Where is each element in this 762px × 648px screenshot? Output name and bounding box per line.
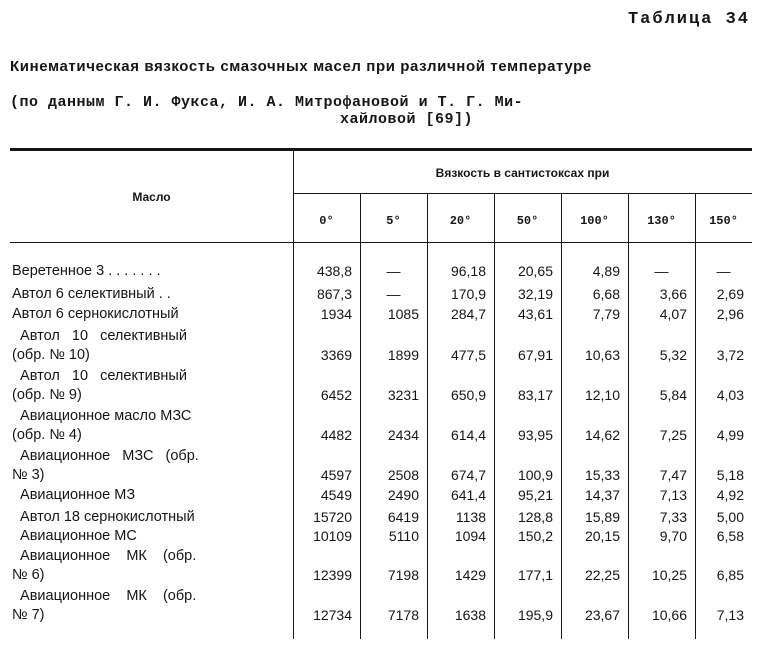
viscosity-value: 2,69: [716, 286, 744, 302]
viscosity-value: 7,33: [659, 509, 687, 525]
temperature-header-6: 150°: [709, 214, 738, 228]
viscosity-value: 170,9: [450, 286, 486, 302]
viscosity-value: 4482: [320, 427, 352, 443]
oil-column-header: Масло: [132, 190, 171, 204]
viscosity-value: 7,25: [659, 427, 687, 443]
oil-name-line: Автол 10 селективный: [12, 328, 187, 344]
viscosity-value: 10,66: [651, 607, 687, 623]
viscosity-value: 4,07: [659, 306, 687, 322]
viscosity-value: 6419: [387, 509, 419, 525]
viscosity-value: 4,03: [716, 387, 744, 403]
viscosity-value: 10,63: [584, 347, 620, 363]
viscosity-value: —: [386, 263, 401, 279]
viscosity-value: 5110: [388, 528, 419, 544]
oil-name: [12, 407, 288, 445]
viscosity-value: 95,21: [517, 487, 553, 503]
oil-name: [12, 587, 288, 625]
viscosity-value: 867,3: [316, 286, 352, 302]
viscosity-value: 284,7: [450, 306, 486, 322]
viscosity-value: 438,8: [316, 263, 352, 279]
viscosity-value: 7,47: [659, 467, 687, 483]
viscosity-value: 7178: [387, 607, 419, 623]
viscosity-value: 7198: [387, 567, 419, 583]
viscosity-value: 6,68: [592, 286, 620, 302]
temperature-header-0: 0°: [319, 214, 334, 228]
viscosity-value: 4549: [320, 487, 352, 503]
viscosity-value: 641,4: [450, 487, 486, 503]
viscosity-value: 650,9: [450, 387, 486, 403]
viscosity-value: 1138: [455, 509, 486, 525]
viscosity-value: 4597: [320, 467, 352, 483]
oil-name: [12, 367, 288, 405]
oil-name-line: Автол 6 селективный . .: [12, 286, 171, 302]
viscosity-value: 15,89: [584, 509, 620, 525]
oil-name-line: № 7): [12, 607, 45, 623]
oil-name: [12, 486, 288, 505]
oil-name: [12, 547, 288, 585]
viscosity-value: 1899: [387, 347, 419, 363]
temperature-header-2: 20°: [449, 214, 472, 228]
oil-name-line: Авиационное МК (обр.: [12, 588, 197, 604]
viscosity-value: 6,58: [716, 528, 744, 544]
viscosity-value: 2490: [387, 487, 419, 503]
viscosity-value: 177,1: [517, 567, 553, 583]
oil-name-line: Автол 10 селективный: [12, 368, 187, 384]
viscosity-value: 22,25: [584, 567, 620, 583]
oil-name-line: (обр. № 4): [12, 427, 82, 443]
viscosity-value: 10109: [313, 528, 352, 544]
oil-name-line: (обр. № 9): [12, 387, 82, 403]
viscosity-group-header: Вязкость в сантистоксах при: [435, 166, 610, 180]
viscosity-value: 14,37: [584, 487, 620, 503]
viscosity-value: 6452: [320, 387, 352, 403]
header-mid-rule: [293, 193, 752, 194]
viscosity-value: 2508: [387, 467, 419, 483]
oil-name: [12, 285, 288, 304]
viscosity-value: 3,66: [659, 286, 687, 302]
viscosity-value: 3369: [320, 347, 352, 363]
oil-name-line: № 3): [12, 467, 45, 483]
viscosity-value: 5,32: [659, 347, 687, 363]
viscosity-value: 7,13: [659, 487, 687, 503]
viscosity-value: 128,8: [517, 509, 553, 525]
viscosity-value: 1638: [454, 607, 486, 623]
viscosity-value: 10,25: [651, 567, 687, 583]
viscosity-value: 14,62: [584, 427, 620, 443]
viscosity-value: 67,91: [517, 347, 553, 363]
viscosity-value: 20,15: [584, 528, 620, 544]
viscosity-value: 5,18: [716, 467, 744, 483]
table-label: Таблица 34: [627, 10, 750, 29]
oil-name-line: Веретенное 3 . . . . . . .: [12, 263, 161, 279]
viscosity-value: 614,4: [450, 427, 486, 443]
viscosity-value: 4,92: [716, 487, 744, 503]
viscosity-value: 3,72: [716, 347, 744, 363]
viscosity-value: 5,84: [659, 387, 687, 403]
oil-name-line: Авиационное масло МЗС: [12, 408, 192, 424]
subtitle-line-2: хайловой [69]): [340, 111, 474, 128]
viscosity-value: 4,99: [716, 427, 744, 443]
viscosity-value: 9,70: [659, 528, 687, 544]
oil-name-line: Авиационное МЗ: [12, 487, 136, 503]
temperature-header-1: 5°: [386, 214, 401, 228]
viscosity-value: 1934: [320, 306, 352, 322]
viscosity-value: 83,17: [517, 387, 553, 403]
viscosity-value: 20,65: [517, 263, 553, 279]
oil-name: [12, 527, 288, 546]
header-bottom-rule: [10, 242, 752, 243]
temperature-header-4: 100°: [580, 214, 609, 228]
viscosity-value: 1094: [454, 528, 486, 544]
viscosity-value: 6,85: [716, 567, 744, 583]
oil-name-line: Авиационное МЗС (обр.: [12, 448, 199, 464]
oil-name-line: Автол 18 сернокислотный: [12, 509, 195, 525]
viscosity-value: 1085: [387, 306, 419, 322]
oil-name-line: Авиационное МС: [12, 528, 137, 544]
oil-name: [12, 305, 288, 324]
viscosity-value: 100,9: [517, 467, 553, 483]
viscosity-value: 3231: [387, 387, 419, 403]
viscosity-value: 195,9: [517, 607, 553, 623]
oil-name: [12, 327, 288, 365]
oil-name: [12, 262, 288, 281]
viscosity-value: 150,2: [517, 528, 553, 544]
viscosity-value: 4,89: [592, 263, 620, 279]
viscosity-value: 674,7: [450, 467, 486, 483]
viscosity-value: 12734: [313, 607, 352, 623]
table-top-rule: [10, 148, 752, 151]
viscosity-value: 5,00: [716, 509, 744, 525]
viscosity-value: 12399: [313, 567, 352, 583]
viscosity-value: 32,19: [517, 286, 553, 302]
table-title: Кинематическая вязкость смазочных масел при различной температуре: [10, 58, 592, 75]
viscosity-value: —: [386, 286, 401, 302]
viscosity-value: —: [654, 263, 669, 279]
viscosity-value: 23,67: [584, 607, 620, 623]
oil-name-line: Автол 6 сернокислотный: [12, 306, 179, 322]
temperature-header-3: 50°: [516, 214, 539, 228]
viscosity-value: 7,79: [592, 306, 620, 322]
viscosity-value: 1429: [454, 567, 486, 583]
viscosity-value: 12,10: [584, 387, 620, 403]
viscosity-value: 15,33: [584, 467, 620, 483]
oil-name: [12, 508, 288, 527]
oil-name-line: (обр. № 10): [12, 347, 90, 363]
table-subtitle: [10, 94, 752, 128]
viscosity-value: 477,5: [450, 347, 486, 363]
viscosity-value: 93,95: [517, 427, 553, 443]
oil-name: [12, 447, 288, 485]
viscosity-value: 2,96: [716, 306, 744, 322]
subtitle-line-1: (по данным Г. И. Фукса, И. А. Митрофановой и Т. Г. Ми-: [10, 94, 524, 111]
viscosity-value: 15720: [313, 509, 352, 525]
viscosity-value: —: [716, 263, 731, 279]
viscosity-value: 2434: [387, 427, 419, 443]
viscosity-value: 43,61: [517, 306, 553, 322]
oil-name-line: № 6): [12, 567, 45, 583]
oil-name-line: Авиационное МК (обр.: [12, 548, 197, 564]
temperature-header-5: 130°: [647, 214, 676, 228]
viscosity-value: 96,18: [450, 263, 486, 279]
viscosity-value: 7,13: [716, 607, 744, 623]
